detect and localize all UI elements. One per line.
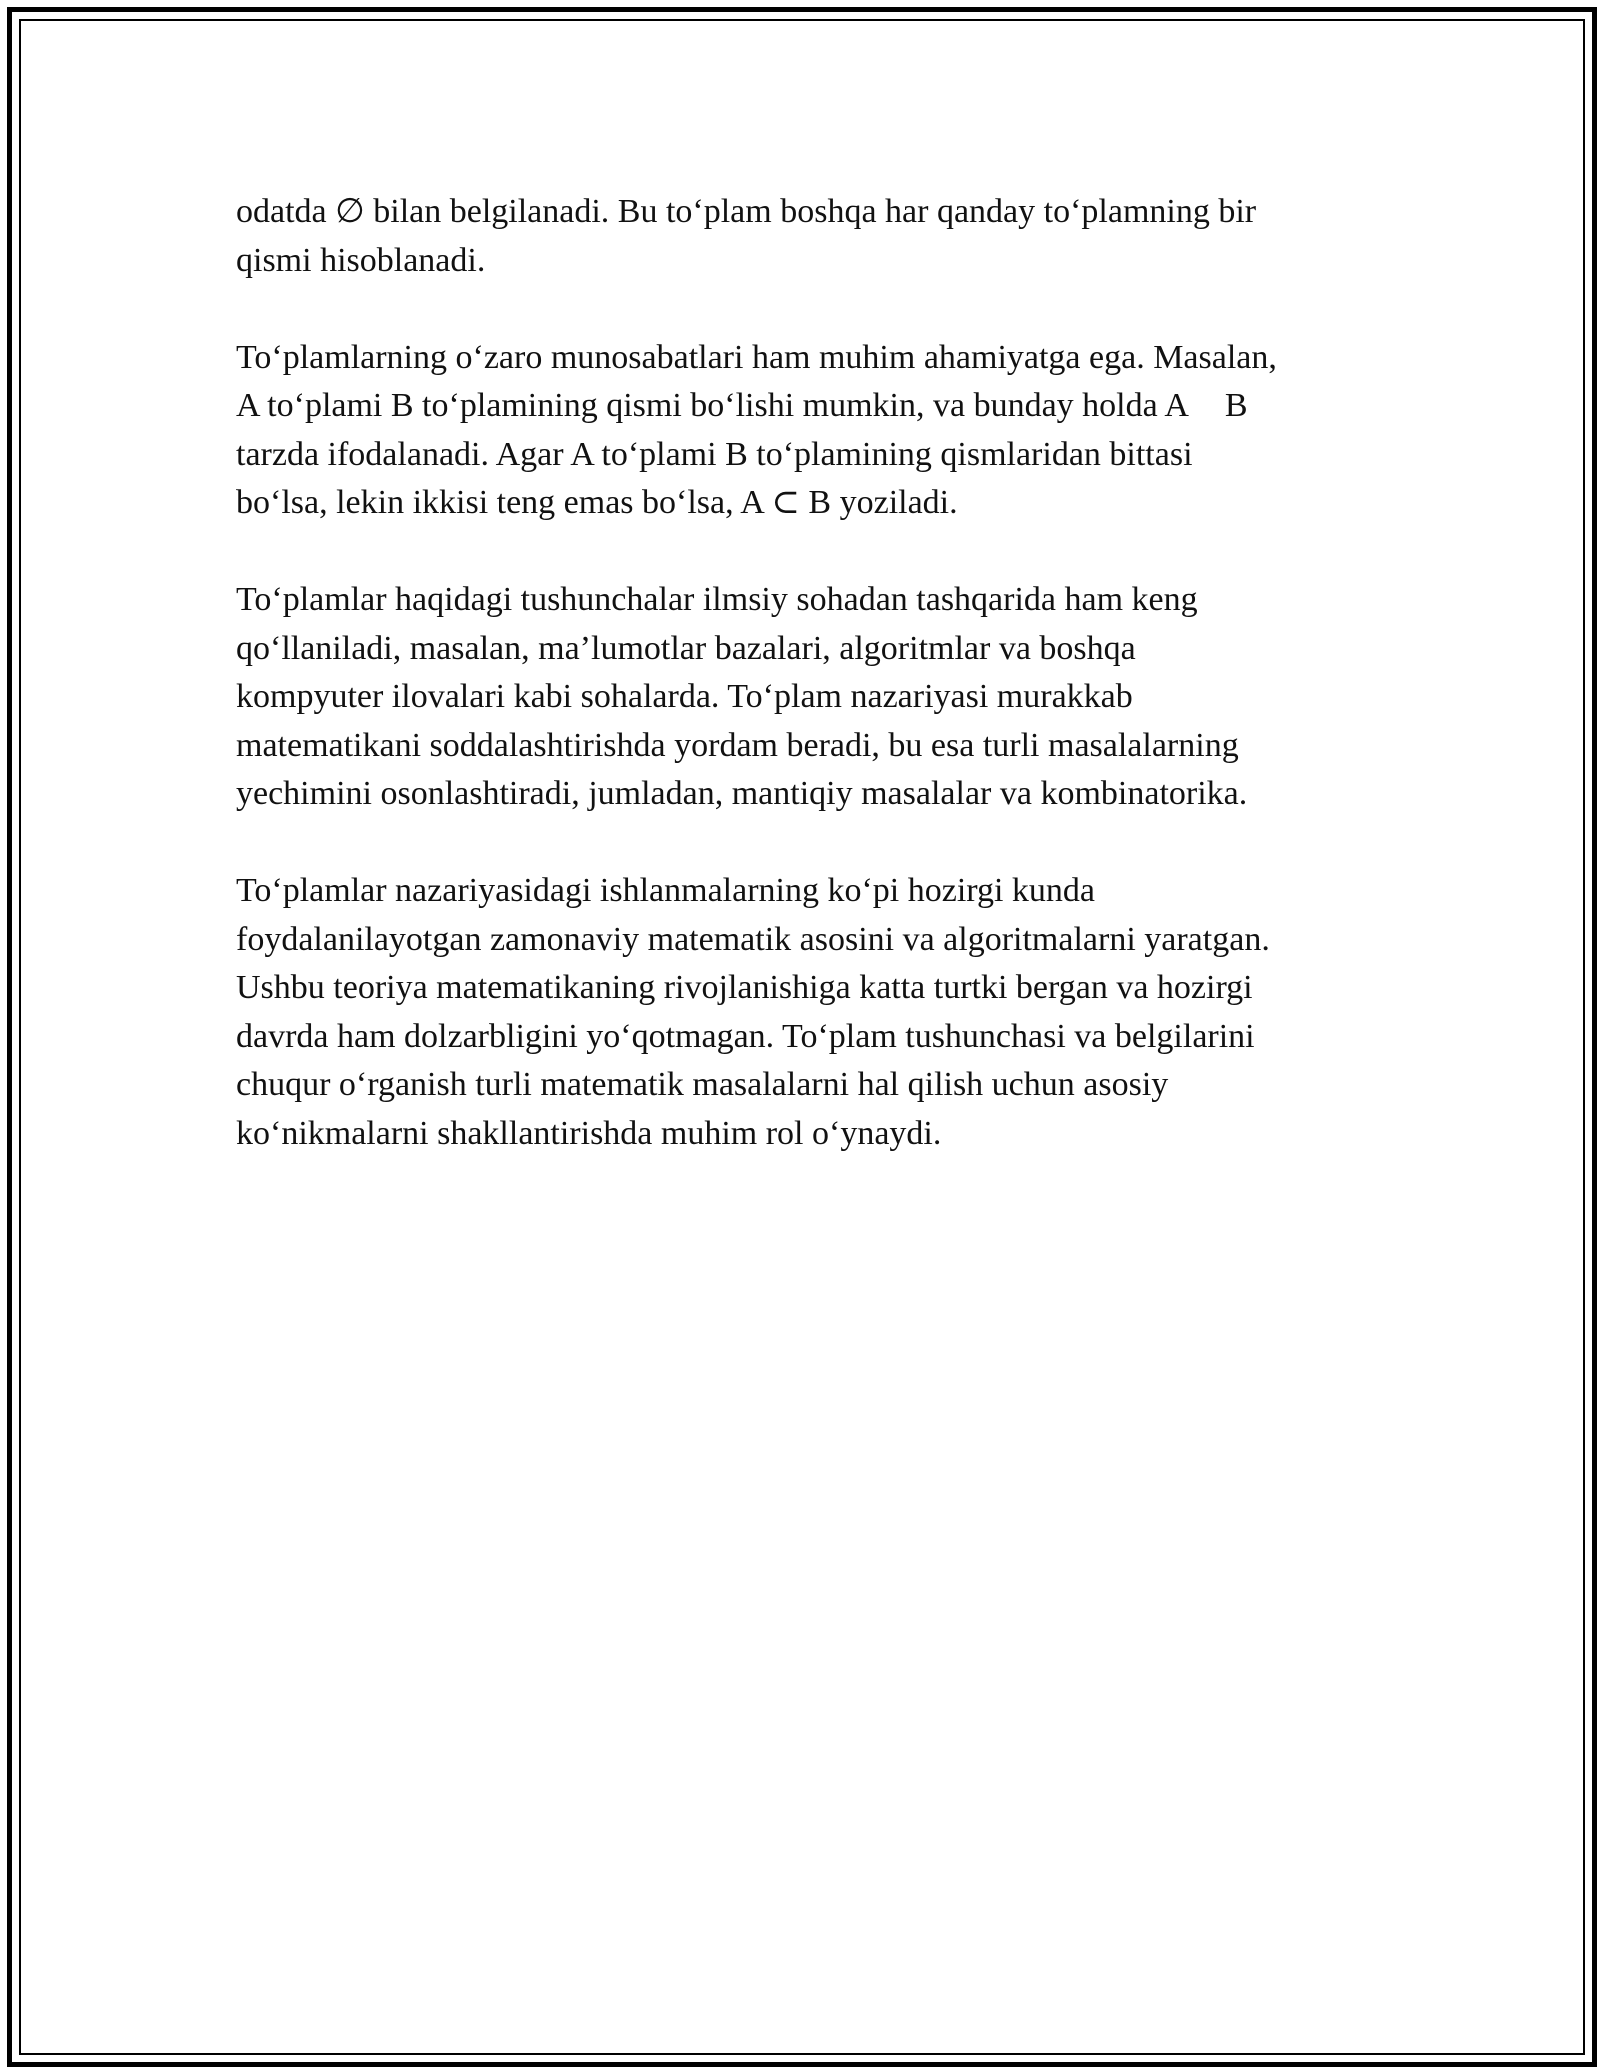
text-segment: B	[1224, 387, 1248, 424]
text-line: qo‘llaniladi, masalan, ma’lumotlar bazalari, algoritmlar va boshqa	[236, 629, 1136, 667]
text-line: kompyuter ilovalari kabi sohalarda. To‘plam nazariyasi murakkab	[236, 678, 1133, 715]
document-body	[236, 188, 1396, 1158]
text-line: Ushbu teoriya matematikaning rivojlanishiga katta turtki bergan va hozirgi	[236, 969, 1253, 1006]
text-line-with-gap	[236, 382, 1396, 431]
text-line: foydalanilayotgan zamonaviy matematik asosini va algoritmalarni yaratgan.	[236, 920, 1270, 958]
text-line: odatda ∅ bilan belgilanadi. Bu to‘plam boshqa har qanday to‘plamning bir	[236, 193, 1257, 230]
text-segment: A to‘plami B to‘plamining qismi bo‘lishi mumkin, va bunday holda A	[236, 387, 1189, 424]
text-line: To‘plamlar haqidagi tushunchalar ilmsiy sohadan tashqarida ham keng	[236, 581, 1198, 618]
text-line: bo‘lsa, lekin ikkisi teng emas bo‘lsa, A ⊂ B yoziladi.	[236, 484, 958, 521]
paragraph-2	[236, 334, 1396, 528]
text-line: tarzda ifodalanadi. Agar A to‘plami B to‘plamining qismlaridan bittasi	[236, 435, 1193, 473]
text-line: qismi hisoblanadi.	[236, 241, 486, 279]
text-line: yechimini osonlashtiradi, jumladan, mantiqiy masalalar va kombinatorika.	[236, 775, 1248, 812]
paragraph-1	[236, 188, 1396, 285]
paragraph-4	[236, 867, 1396, 1158]
text-line: davrda ham dolzarbligini yo‘qotmagan. To‘plam tushunchasi va belgilarini	[236, 1017, 1255, 1055]
text-line: To‘plamlarning o‘zaro munosabatlari ham muhim ahamiyatga ega. Masalan,	[236, 338, 1277, 376]
text-line: chuqur o‘rganish turli matematik masalalarni hal qilish uchun asosiy	[236, 1066, 1169, 1103]
text-line: ko‘nikmalarni shakllantirishda muhim rol o‘ynaydi.	[236, 1114, 942, 1152]
paragraph-3	[236, 576, 1396, 819]
text-line: matematikani soddalashtirishda yordam beradi, bu esa turli masalalarning	[236, 726, 1239, 764]
text-line: To‘plamlar nazariyasidagi ishlanmalarning ko‘pi hozirgi kunda	[236, 872, 1096, 909]
